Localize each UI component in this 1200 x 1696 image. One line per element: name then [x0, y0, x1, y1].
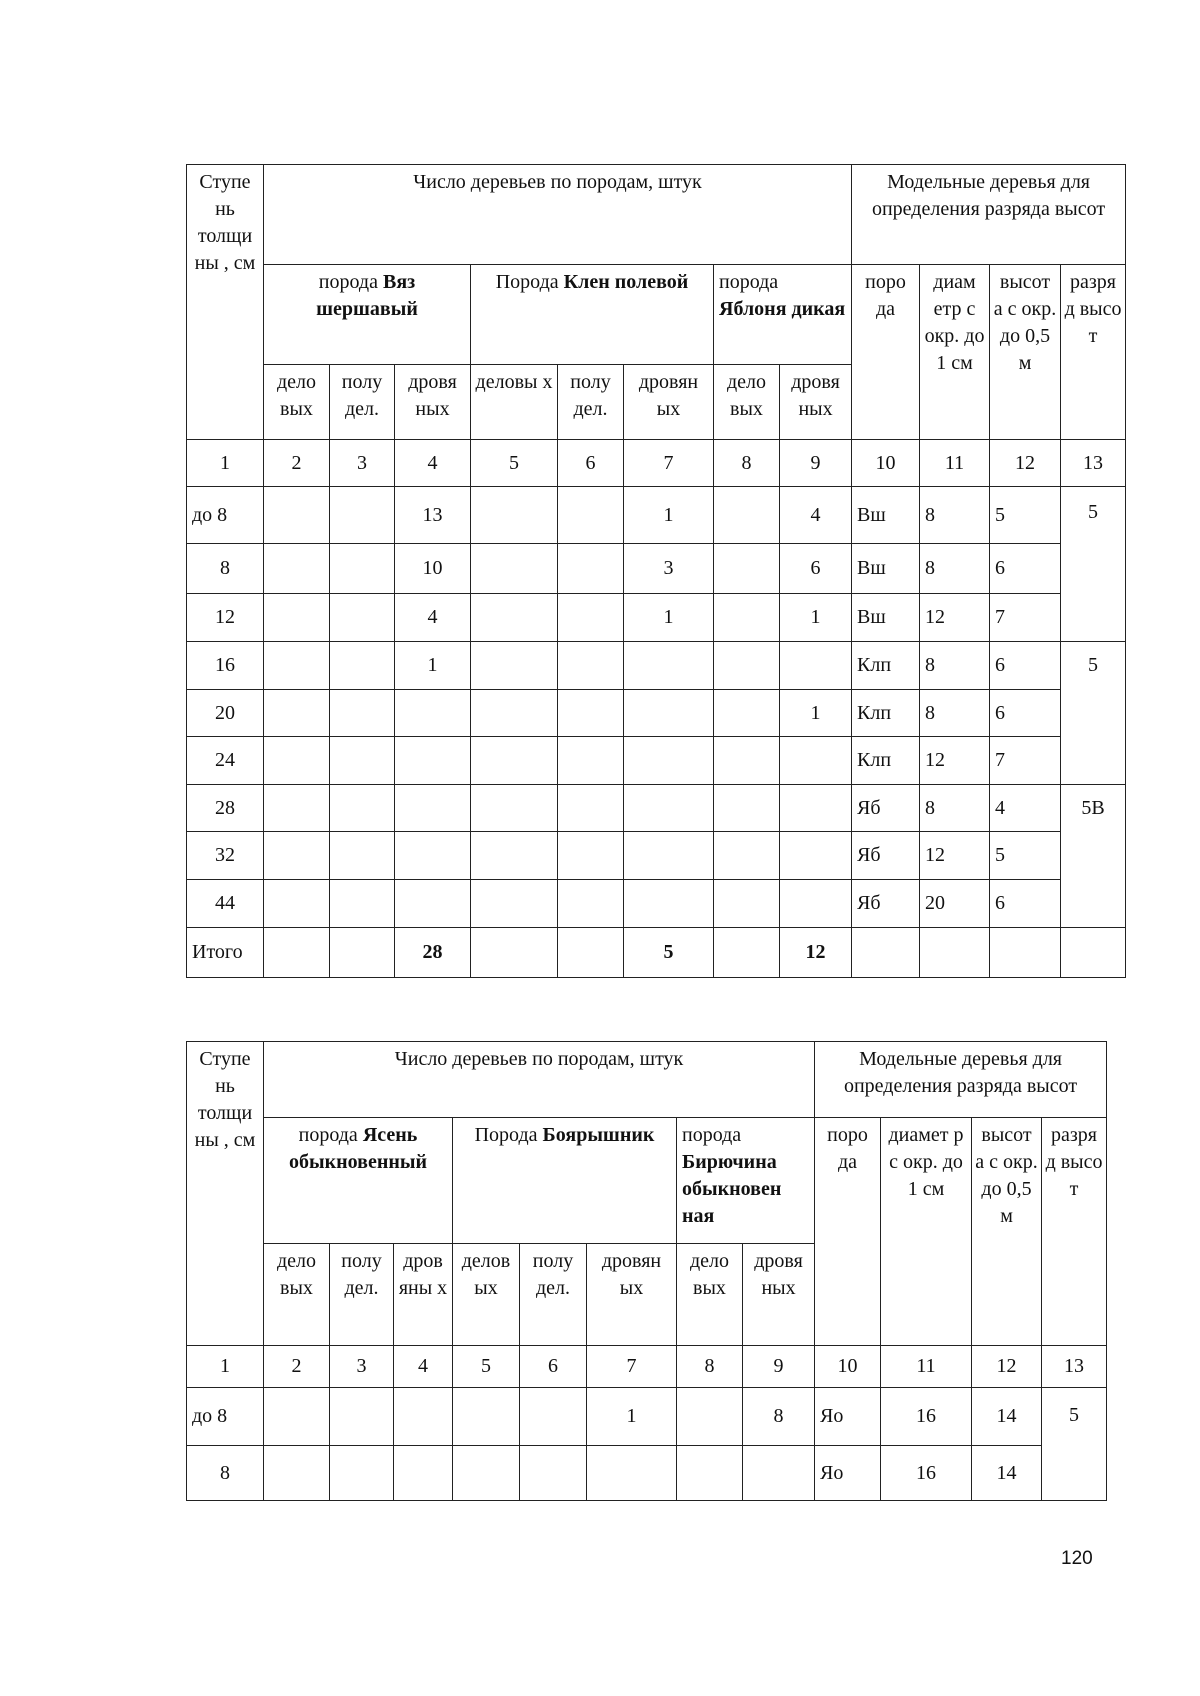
column-number: 7	[587, 1346, 677, 1388]
column-number: 12	[990, 440, 1061, 487]
model-header: разря д высо т	[1061, 265, 1126, 440]
table-row	[187, 487, 1126, 544]
cell-value: 1	[780, 594, 852, 642]
model-header: высот а с окр. до 0,5 м	[990, 265, 1061, 440]
cell-value: 1	[624, 487, 714, 544]
cell-height: 6	[990, 690, 1061, 737]
sub-header: полу дел.	[330, 365, 395, 440]
header-model-trees: Модельные деревья для определения разряда высот	[852, 165, 1126, 265]
cell-diameter: 8	[920, 642, 990, 690]
cell-height-class: 5	[1042, 1388, 1107, 1501]
cell-step: до 8	[187, 487, 264, 544]
header-count: Число деревьев по породам, штук	[264, 1042, 815, 1118]
sub-header: полу дел.	[520, 1244, 587, 1346]
cell-value: 1	[395, 642, 471, 690]
column-number: 11	[881, 1346, 972, 1388]
cell-height: 7	[990, 737, 1061, 785]
cell-height: 7	[990, 594, 1061, 642]
page-number: 120	[1061, 1548, 1093, 1569]
cell-value: 1	[780, 690, 852, 737]
cell-height: 5	[990, 487, 1061, 544]
cell-value: 3	[624, 544, 714, 594]
column-number: 9	[780, 440, 852, 487]
cell-height-class: 5	[1061, 642, 1126, 785]
cell-diameter: 8	[920, 544, 990, 594]
cell-species: Яо	[815, 1446, 881, 1501]
species-header: порода Бирючина обыкновен ная	[677, 1118, 815, 1244]
cell-species: Яб	[852, 880, 920, 928]
column-number: 9	[743, 1346, 815, 1388]
header-step: Ступе нь толщи ны , см	[187, 1042, 264, 1346]
header-model-trees: Модельные деревья для определения разряда высот	[815, 1042, 1107, 1118]
cell-step: до 8	[187, 1388, 264, 1446]
cell-height-class: 5	[1061, 487, 1126, 642]
cell-diameter: 12	[920, 832, 990, 880]
table-1	[186, 164, 1126, 978]
cell-step: 20	[187, 690, 264, 737]
column-number: 8	[677, 1346, 743, 1388]
sub-header: дело вых	[677, 1244, 743, 1346]
model-header: диам етр с окр. до 1 см	[920, 265, 990, 440]
model-header: разря д высо т	[1042, 1118, 1107, 1346]
cell-species: Вш	[852, 544, 920, 594]
column-number: 10	[815, 1346, 881, 1388]
header-step: Ступе нь толщи ны , см	[187, 165, 264, 440]
model-header: поро да	[852, 265, 920, 440]
cell-species: Вш	[852, 487, 920, 544]
cell-diameter: 8	[920, 487, 990, 544]
column-number: 3	[330, 440, 395, 487]
sub-header: дровя ных	[780, 365, 852, 440]
cell-step: 8	[187, 544, 264, 594]
cell-step: 24	[187, 737, 264, 785]
column-number-row	[187, 440, 1126, 487]
cell-value: 1	[587, 1388, 677, 1446]
cell-diameter: 12	[920, 737, 990, 785]
model-header: диамет р с окр. до 1 см	[881, 1118, 972, 1346]
table-row	[187, 785, 1126, 832]
cell-step: 32	[187, 832, 264, 880]
column-number: 6	[520, 1346, 587, 1388]
column-number: 4	[394, 1346, 453, 1388]
cell-height: 6	[990, 880, 1061, 928]
cell-diameter: 8	[920, 690, 990, 737]
sub-header: дровян ых	[624, 365, 714, 440]
species-header: Порода Боярышник	[453, 1118, 677, 1244]
column-number: 3	[330, 1346, 394, 1388]
cell-step: 8	[187, 1446, 264, 1501]
sub-header: дровя ных	[743, 1244, 815, 1346]
column-number: 6	[558, 440, 624, 487]
table-row	[187, 1388, 1107, 1446]
cell-species: Яо	[815, 1388, 881, 1446]
total-value: 28	[395, 928, 471, 978]
cell-diameter: 16	[881, 1388, 972, 1446]
column-number: 1	[187, 440, 264, 487]
model-header: поро да	[815, 1118, 881, 1346]
table-2	[186, 1041, 1107, 1501]
cell-height: 6	[990, 544, 1061, 594]
table-row	[187, 544, 1126, 594]
sub-header: делов ых	[453, 1244, 520, 1346]
sub-header: дело вых	[264, 365, 330, 440]
cell-value: 4	[780, 487, 852, 544]
sub-header: дело вых	[264, 1244, 330, 1346]
column-number: 4	[395, 440, 471, 487]
column-number: 12	[972, 1346, 1042, 1388]
sub-header: деловы х	[471, 365, 558, 440]
total-row	[187, 928, 1126, 978]
table-row	[187, 690, 1126, 737]
total-label: Итого	[187, 928, 264, 978]
cell-step: 12	[187, 594, 264, 642]
table-row	[187, 594, 1126, 642]
cell-value: 8	[743, 1388, 815, 1446]
sub-header: дровя ных	[395, 365, 471, 440]
cell-value: 10	[395, 544, 471, 594]
cell-step: 28	[187, 785, 264, 832]
header-count: Число деревьев по породам, штук	[264, 165, 852, 265]
column-number: 1	[187, 1346, 264, 1388]
sub-header: дров яны х	[394, 1244, 453, 1346]
table-row	[187, 642, 1126, 690]
cell-species: Вш	[852, 594, 920, 642]
cell-diameter: 16	[881, 1446, 972, 1501]
column-number: 13	[1042, 1346, 1107, 1388]
table-row	[187, 737, 1126, 785]
table-row	[187, 832, 1126, 880]
species-header: порода Яблоня дикая	[714, 265, 852, 365]
cell-step: 44	[187, 880, 264, 928]
species-header: порода Ясень обыкновенный	[264, 1118, 453, 1244]
species-header: Порода Клен полевой	[471, 265, 714, 365]
cell-species: Клп	[852, 737, 920, 785]
cell-diameter: 20	[920, 880, 990, 928]
cell-step: 16	[187, 642, 264, 690]
column-number: 11	[920, 440, 990, 487]
cell-height: 14	[972, 1446, 1042, 1501]
sub-header: полу дел.	[330, 1244, 394, 1346]
column-number: 7	[624, 440, 714, 487]
cell-value: 6	[780, 544, 852, 594]
total-value: 12	[780, 928, 852, 978]
table-row	[187, 880, 1126, 928]
cell-species: Клп	[852, 690, 920, 737]
total-value: 5	[624, 928, 714, 978]
table-row	[187, 1446, 1107, 1501]
column-number: 2	[264, 440, 330, 487]
cell-species: Яб	[852, 785, 920, 832]
column-number: 8	[714, 440, 780, 487]
cell-value: 4	[395, 594, 471, 642]
column-number: 5	[471, 440, 558, 487]
cell-height: 5	[990, 832, 1061, 880]
cell-species: Яб	[852, 832, 920, 880]
cell-value: 13	[395, 487, 471, 544]
sub-header: дело вых	[714, 365, 780, 440]
column-number-row	[187, 1346, 1107, 1388]
column-number: 5	[453, 1346, 520, 1388]
species-header: порода Вяз шершавый	[264, 265, 471, 365]
cell-height: 4	[990, 785, 1061, 832]
cell-height: 14	[972, 1388, 1042, 1446]
cell-height-class: 5В	[1061, 785, 1126, 928]
model-header: высот а с окр. до 0,5 м	[972, 1118, 1042, 1346]
sub-header: полу дел.	[558, 365, 624, 440]
cell-height: 6	[990, 642, 1061, 690]
cell-species: Клп	[852, 642, 920, 690]
cell-diameter: 12	[920, 594, 990, 642]
column-number: 13	[1061, 440, 1126, 487]
column-number: 10	[852, 440, 920, 487]
cell-value: 1	[624, 594, 714, 642]
sub-header: дровян ых	[587, 1244, 677, 1346]
column-number: 2	[264, 1346, 330, 1388]
cell-diameter: 8	[920, 785, 990, 832]
